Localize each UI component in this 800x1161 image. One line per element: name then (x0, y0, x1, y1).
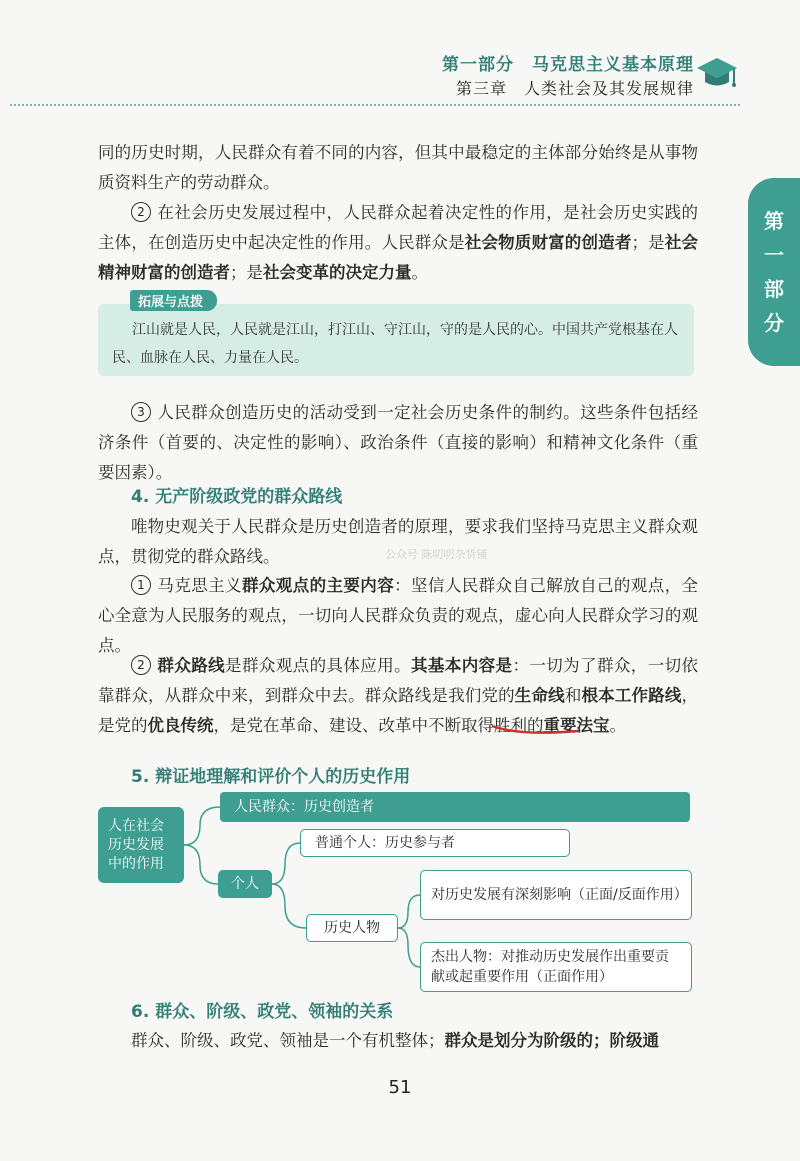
bold-run: 社会变革的决定力量 (263, 263, 412, 282)
side-tab-char: 第 (764, 209, 784, 233)
section-heading-6: 6. 群众、阶级、政党、领袖的关系 (131, 1002, 394, 1022)
bold-run: 重要法宝 (543, 716, 610, 735)
header-divider (10, 104, 740, 106)
bold-run: 群众观点的主要内容 (241, 576, 395, 595)
circled-number: 2 (131, 655, 151, 675)
paragraph-3 (98, 398, 698, 488)
paragraph-4: 唯物史观关于人民群众是历史创造者的原理，要求我们坚持马克思主义群众观点，贯彻党的群众路线。 (98, 517, 698, 566)
bold-run: 群众是划分为阶级的；阶级通 (444, 1031, 659, 1050)
bold-run: 群众路线 (157, 656, 226, 675)
mindmap-ordinary: 普通个人：历史参与者 (300, 829, 570, 857)
text-run: ，是党的 (98, 686, 699, 735)
text-run: 和 (564, 686, 582, 705)
text-run: 马克思主义 (157, 576, 242, 595)
bold-run: 其基本内容是 (411, 656, 513, 675)
side-tab-char: 分 (764, 311, 784, 335)
paragraph-1: 同的历史时期，人民群众有着不同的内容，但其中最稳定的主体部分始终是从事物质资料生产的劳动群众。 (98, 143, 698, 192)
circled-number: 3 (131, 402, 151, 422)
mindmap-outstanding: 杰出人物：对推动历史发展作出重要贡献或起重要作用（正面作用） (420, 942, 692, 992)
mindmap-individual: 个人 (218, 870, 272, 898)
text-run: 在社会历史发展过程中，人民群众起着决定性的作用，是社会历史实践的主体，在创造历史中起决定性的作用。人民群众是 (98, 203, 698, 252)
bold-run: 优良传统 (147, 716, 214, 735)
paragraph-5 (98, 571, 698, 661)
watermark: 公众号 陈叨叨杂货铺 (385, 548, 488, 561)
graduation-cap-icon (696, 52, 738, 92)
callout-tag: 拓展与点拨 (130, 290, 217, 311)
text-run: ：一切为了群众，一切依靠群众，从群众中来，到群众中去。群众路线是我们党的 (98, 656, 698, 705)
bold-run: 社会精神财富的创造者 (98, 233, 699, 282)
text-run: 。 (609, 716, 626, 735)
header-chapter-title: 第三章 人类社会及其发展规律 (455, 79, 694, 98)
circled-number: 1 (131, 575, 151, 595)
side-tab-char: 一 (764, 243, 784, 267)
text-run: 是群众观点的具体应用。 (225, 656, 411, 675)
bold-run: 根本工作路线 (581, 686, 682, 705)
circled-number: 2 (131, 202, 151, 222)
mindmap-root: 人在社会历史发展中的作用 (98, 807, 184, 883)
callout-text: 江山就是人民，人民就是江山，打江山、守江山，守的是人民的心。中国共产党根基在人民、血脉在人民、力量在人民。 (112, 322, 678, 366)
red-pen-underline (490, 722, 580, 736)
mindmap-influence: 对历史发展有深刻影响（正面/反面作用） (420, 870, 692, 920)
bold-run: 生命线 (514, 686, 565, 705)
header-part-title: 第一部分 马克思主义基本原理 (442, 55, 694, 75)
mindmap-historical: 历史人物 (306, 914, 398, 942)
mindmap-people: 人民群众：历史创造者 (220, 792, 690, 822)
text-run: ；是 (230, 263, 263, 282)
text-run: ，是党在革命、建设、改革中不断取得胜利的 (213, 716, 544, 735)
bold-run: 社会物质财富的创造者 (464, 233, 632, 252)
text-run: 。 (411, 263, 428, 282)
side-part-tab (748, 178, 800, 366)
section-heading-4: 4. 无产阶级政党的群众路线 (131, 487, 343, 507)
side-tab-char: 部 (764, 277, 784, 301)
paragraph-2 (98, 198, 698, 288)
paragraph-6 (98, 651, 698, 741)
text-run: 人民群众创造历史的活动受到一定社会历史条件的制约。这些条件包括经济条件（首要的、决定性的影响）、政治条件（直接的影响）和精神文化条件（重要因素）。 (98, 403, 698, 482)
page-number: 51 (388, 1077, 412, 1098)
paragraph-7 (98, 1026, 698, 1056)
text-run: 群众、阶级、政党、领袖是一个有机整体； (131, 1031, 445, 1050)
text-run: ；是 (631, 233, 665, 252)
text-run: ：坚信人民群众自己解放自己的观点，全心全意为人民服务的观点，一切向人民群众负责的观点，虚心向人民群众学习的观点。 (98, 576, 698, 655)
section-heading-5: 5. 辩证地理解和评价个人的历史作用 (131, 767, 411, 787)
